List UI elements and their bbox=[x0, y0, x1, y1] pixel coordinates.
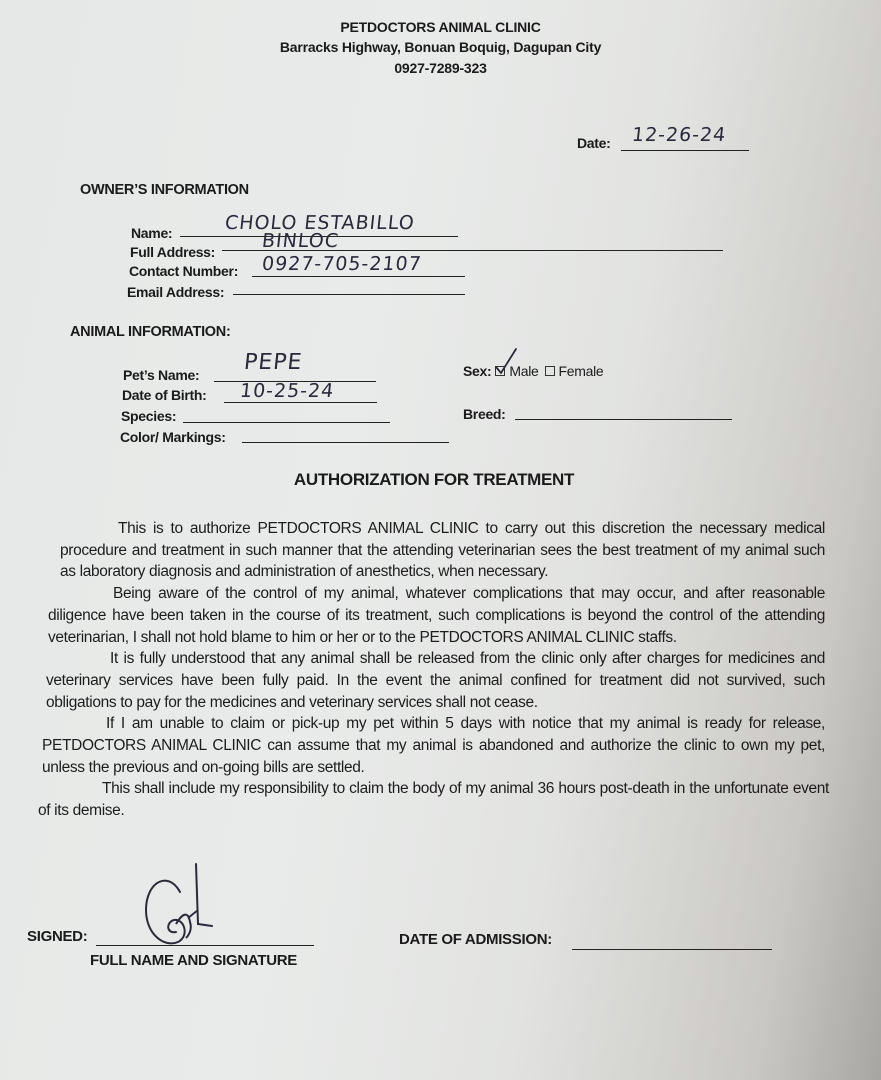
admission-date-line[interactable] bbox=[572, 949, 772, 950]
pet-name-label: Pet’s Name: bbox=[123, 367, 200, 383]
dob-line[interactable] bbox=[224, 402, 377, 403]
animal-info-title: ANIMAL INFORMATION: bbox=[70, 324, 231, 340]
owner-name-value[interactable]: CHOLO ESTABILLO bbox=[223, 212, 416, 234]
sex-label: Sex: bbox=[463, 363, 492, 379]
sex-field bbox=[463, 363, 603, 379]
clinic-address: Barracks Highway, Bonuan Boquig, Dagupan City bbox=[279, 39, 602, 55]
color-markings-label: Color/ Markings: bbox=[120, 429, 226, 445]
admission-date-label: DATE OF ADMISSION: bbox=[399, 931, 552, 948]
checkmark-icon bbox=[494, 347, 520, 377]
color-markings-line[interactable] bbox=[242, 442, 449, 443]
date-field-line[interactable] bbox=[621, 150, 749, 151]
authorization-paragraph: If I am unable to claim or pick-up my pet within 5 days with notice that my animal is ready for release, PETDOCTORS ANIMAL CLINIC can assume that my animal is abandoned and authorize the clinic to own my pet, unless the previous and on-going bills are settled. bbox=[42, 715, 825, 776]
species-line[interactable] bbox=[183, 422, 390, 423]
signed-label: SIGNED: bbox=[27, 928, 88, 945]
clinic-phone: 0927-7289-323 bbox=[394, 60, 487, 76]
authorization-paragraph: It is fully understood that any animal shall be released from the clinic only after charges for medicines and veterinary services have been fully paid. In the event the animal confined for treatment did not survived, such obligations to pay for the medicines and veterinary services shall not cease. bbox=[46, 650, 825, 711]
owner-contact-value[interactable]: 0927-705-2107 bbox=[260, 253, 423, 275]
signature-caption: FULL NAME AND SIGNATURE bbox=[90, 952, 297, 969]
female-checkbox[interactable] bbox=[545, 366, 555, 376]
female-option-label: Female bbox=[558, 363, 604, 379]
date-field-value[interactable]: 12-26-24 bbox=[630, 124, 728, 146]
species-label: Species: bbox=[121, 408, 177, 424]
owner-email-line[interactable] bbox=[233, 294, 465, 295]
owner-info-title: OWNER’S INFORMATION bbox=[80, 182, 249, 198]
authorization-body bbox=[38, 518, 829, 822]
clinic-name: PETDOCTORS ANIMAL CLINIC bbox=[340, 19, 541, 35]
breed-label: Breed: bbox=[463, 406, 506, 422]
authorization-title: AUTHORIZATION FOR TREATMENT bbox=[293, 470, 575, 489]
pet-name-value[interactable]: PEPE bbox=[242, 350, 304, 375]
owner-address-label: Full Address: bbox=[130, 244, 216, 260]
owner-name-label: Name: bbox=[131, 225, 173, 241]
owner-contact-line[interactable] bbox=[252, 276, 465, 277]
owner-contact-label: Contact Number: bbox=[129, 263, 239, 279]
owner-address-value[interactable]: BINLOC bbox=[260, 230, 341, 252]
authorization-paragraph: Being aware of the control of my animal, whatever complications that may occur, and after reasonable diligence have been taken in the course of its treatment, such complications is beyond the control of the attending veterinarian, I shall not hold blame to him or her or to the PETDOCTORS ANIMAL CLINIC staffs. bbox=[48, 585, 825, 646]
male-checkbox[interactable] bbox=[495, 366, 505, 376]
dob-value[interactable]: 10-25-24 bbox=[238, 380, 336, 402]
owner-email-label: Email Address: bbox=[127, 284, 225, 300]
dob-label: Date of Birth: bbox=[122, 387, 207, 403]
date-label: Date: bbox=[577, 135, 611, 151]
authorization-paragraph: This shall include my responsibility to claim the body of my animal 36 hours post-death in the unfortunate event of its demise. bbox=[38, 780, 829, 820]
male-option-label: Male bbox=[509, 363, 539, 379]
breed-line[interactable] bbox=[515, 419, 732, 420]
signature-mark[interactable] bbox=[138, 862, 228, 948]
authorization-paragraph: This is to authorize PETDOCTORS ANIMAL CLINIC to carry out this discretion the necessary medical procedure and treatment in such manner that the attending veterinarian sees the best treatment of my animal such as laboratory diagnosis and administration of anesthetics, when necessary. bbox=[60, 520, 825, 581]
